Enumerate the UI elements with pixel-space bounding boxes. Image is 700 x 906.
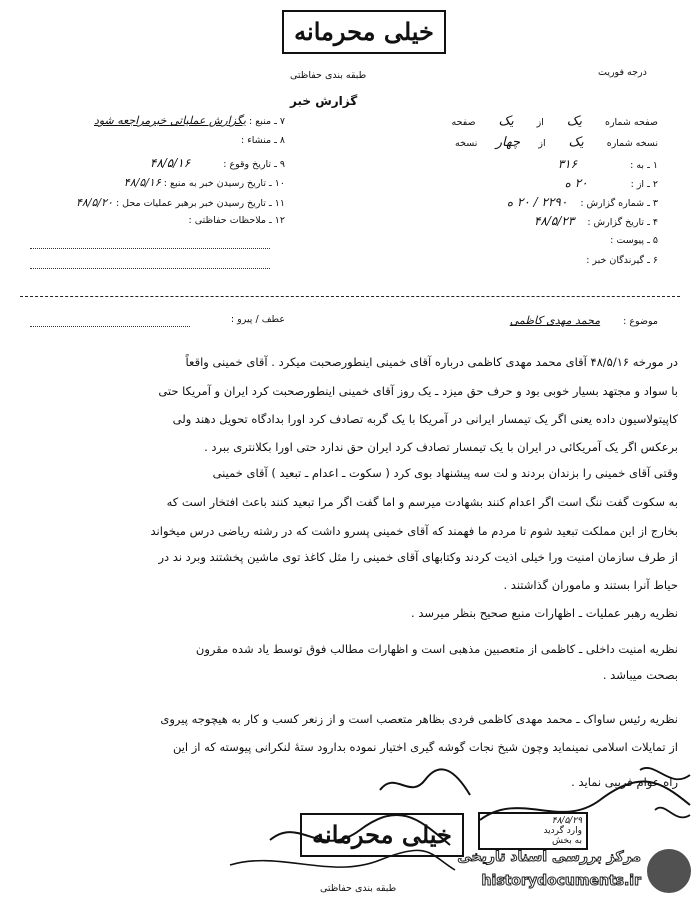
classification-stamp-top: خیلی محرمانه — [282, 10, 446, 54]
field-report-date: ۴ ـ تاریخ گزارش : ۴۸/۵/۲۳ — [533, 214, 658, 228]
opinion-line: راه عوام فریبی نماید . — [571, 775, 678, 789]
body-line: کاپیتولاسیون داده یعنی اگر یک تیمسار ایرانی در آمریکا با یک گربه تصادف کرد اورا بدادگاه تحویل دهند ولی — [172, 412, 678, 426]
receipt-status: وارد گردید — [543, 826, 582, 836]
opinion-line: از تمایلات اسلامی نمینماید وچون شیخ نجات گوشه گیری اختیار نموده بدارود ستهٔ لنکرانی پیوسته که از این — [172, 740, 678, 754]
body-line: از طرف سازمان امنیت ورا خیلی اذیت کردند وکتابهای آقای خمینی را مثل کاغذ توی ماشین پخشتند وبرد ند در — [158, 550, 678, 564]
page-title: گزارش خبر — [290, 94, 358, 108]
field-to: ۱ ـ به : ۳۱۶ — [557, 157, 658, 171]
field-origin: ۸ ـ منشاء : — [241, 135, 285, 146]
field-page-number: صفحه شماره یک از یک صفحه — [451, 114, 658, 129]
body-line: در مورخه ۴۸/۵/۱۶ آقای محمد مهدی کاظمی درباره آقای خمینی اینطورصحبت میکرد . آقای خمینی واقعاً — [185, 355, 678, 369]
field-occurrence-date: ۹ ـ تاریخ وقوع : ۴۸/۵/۱۶ — [149, 156, 285, 170]
field-copy-number: نسخه شماره یک از چهار نسخه — [455, 135, 658, 150]
receipt-section: به بخش — [552, 836, 582, 846]
priority-label: درجه فوریت — [598, 67, 647, 78]
body-line: حیاط آنرا بستند و ماموران گذاشتند . — [503, 578, 678, 592]
classification-caption-top: طبقه بندی حفاظتی — [290, 70, 367, 81]
field-from: ۲ ـ از : ۲۰ ه — [564, 176, 658, 190]
signature-scribble — [380, 769, 470, 795]
field-date-to-source: ۱۰ ـ تاریخ رسیدن خبر به منبع : ۴۸/۵/۱۶ — [123, 176, 285, 189]
body-line: وقتی آقای خمینی را بزندان بردند و لت سه پیشنهاد بوی کرد ( سکوت ـ اعدام ـ تبعید ) آقای خمینی — [212, 466, 678, 480]
opinion-line: نظریه امنیت داخلی ـ کاظمی از متعصبین مذهبی است و اظهارات مطالب فوق توسط یاد شده مقرون — [195, 642, 678, 656]
watermark — [455, 845, 695, 901]
field-security-notes: ۱۲ ـ ملاحظات حفاظتی : — [188, 215, 285, 226]
field-source: ۷ ـ منبع : بگزارش عملیاتی خبرمراجعه شود — [93, 114, 285, 127]
field-report-number: ۳ ـ شماره گزارش : ۲۲۹۰ / ۲۰ ه — [506, 195, 658, 209]
watermark-url: historydocuments.ir — [481, 873, 641, 889]
body-line: به سکوت گفت ننگ است اگر اعدام کنند بشهادت میرسم و اما گفت اگر مرا تبعید کنند باعث افتخار است که — [166, 495, 678, 509]
signature-scribble — [640, 768, 690, 779]
opinion-line: نظریه رهبر عملیات ـ اظهارات منبع صحیح بنظر میرسد . — [411, 606, 678, 620]
body-line: با سواد و مجتهد بسیار خوبی بود و حرف حق میزد ـ یک روز آقای خمینی اینطورصحبت کرد ایران و آمریکا حتی — [158, 384, 678, 398]
body-line: برعکس اگر یک آمریکائی در ایران با یک تیمسار تصادف کرد ایران حق ندارد حتی اورا بکلانتری ببرد . — [204, 440, 678, 454]
opinion-line: بصحت میباشد . — [602, 668, 678, 682]
field-date-to-operations: ۱۱ ـ تاریخ رسیدن خبر برهبر عملیات محل : ۴۸/۵/۲۰ — [75, 196, 285, 209]
watermark-logo-icon — [647, 849, 691, 893]
body-line: بخارج از این مملکت تبعید شوم تا مردم ما فهمند که آقای خمینی پسرو داشت که در رشته ریاضی درس میخواند — [150, 524, 678, 538]
watermark-title: مرکز بررسی اسناد تاریخی — [457, 849, 641, 865]
subject-line: موضوع : محمد مهدی کاظمی — [509, 314, 658, 327]
receipt-date: ۴۸/۵/۲۹ — [551, 816, 582, 826]
field-recipients: ۶ ـ گیرندگان خبر : — [586, 255, 658, 266]
classification-caption-bottom: طبقه بندی حفاظتی — [320, 883, 397, 894]
signature-scribble — [655, 808, 690, 818]
classification-stamp-bottom: خیلی محرمانه — [300, 813, 464, 857]
reference-line: عطف / پیرو : — [230, 314, 285, 325]
opinion-line: نظریه رئیس ساواک ـ محمد مهدی کاظمی فردی بظاهر متعصب است و از زنعر کسب و کار به هیچوجه پیروی — [160, 712, 678, 726]
field-attachment: ۵ ـ پیوست : — [610, 235, 658, 246]
